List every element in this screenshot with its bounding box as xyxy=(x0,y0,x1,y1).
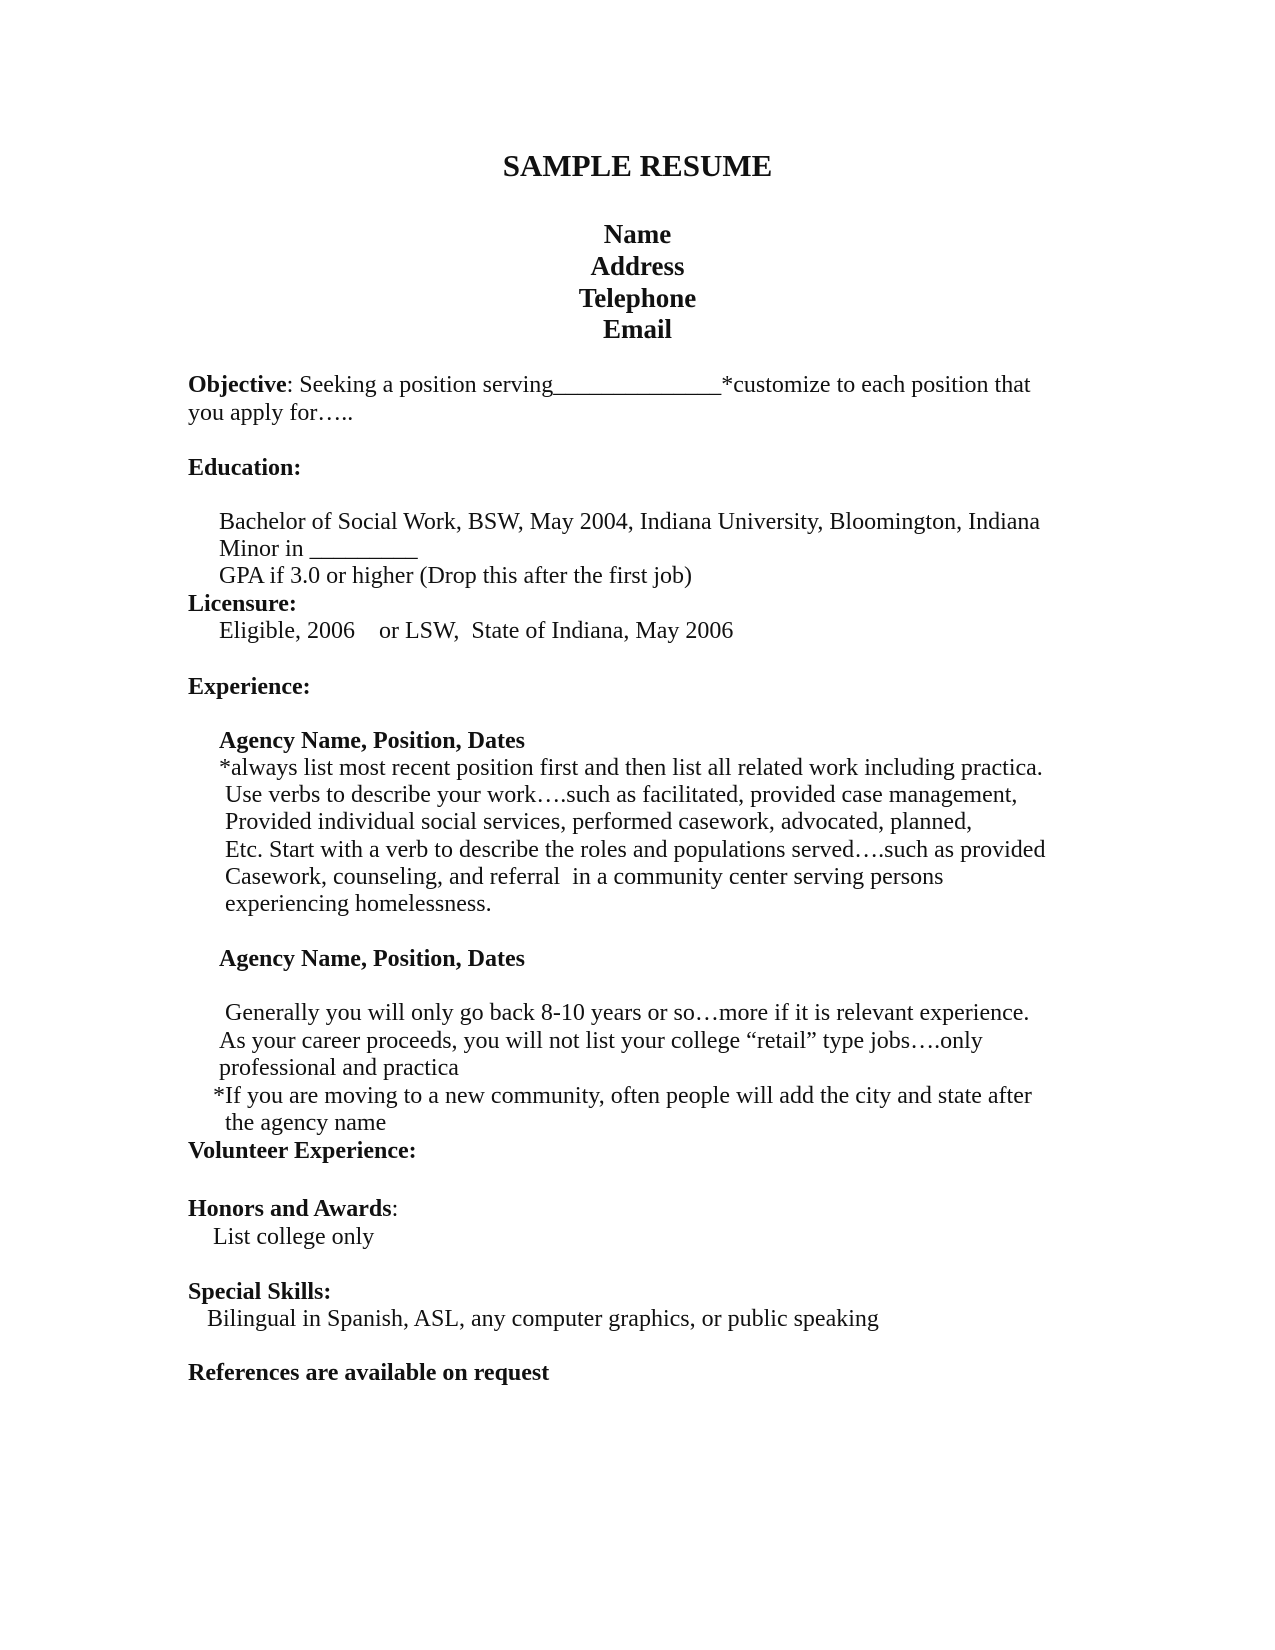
honors-heading-line xyxy=(188,1197,398,1221)
experience-entry-line: professional and practica xyxy=(219,1055,459,1081)
experience-heading: Experience: xyxy=(188,674,311,700)
experience-entry-line: Etc. Start with a verb to describe the roles and populations served….such as provided xyxy=(225,837,1046,863)
references-note: References are available on request xyxy=(188,1360,550,1386)
education-minor: Minor in _________ xyxy=(219,536,418,562)
licensure-heading: Licensure: xyxy=(188,591,297,617)
experience-entry-header: Agency Name, Position, Dates xyxy=(219,946,525,972)
skills-heading: Special Skills: xyxy=(188,1279,332,1305)
skills-text: Bilingual in Spanish, ASL, any computer graphics, or public speaking xyxy=(207,1306,879,1332)
page-title: SAMPLE RESUME xyxy=(502,148,773,183)
education-degree: Bachelor of Social Work, BSW, May 2004, Indiana University, Bloomington, Indiana xyxy=(219,509,1041,535)
objective-label: Objective xyxy=(188,372,287,398)
objective-text-cont: you apply for….. xyxy=(188,400,354,426)
education-gpa: GPA if 3.0 or higher (Drop this after the first job) xyxy=(219,563,693,589)
experience-entry-line: Generally you will only go back 8-10 years or so…more if it is relevant experience. xyxy=(225,1000,1030,1026)
experience-entry-line: experiencing homelessness. xyxy=(225,891,492,917)
contact-email: Email xyxy=(602,314,672,344)
objective-text: : Seeking a position serving______________*customize to each position that xyxy=(286,372,1031,398)
experience-entry-line: As your career proceeds, you will not list your college “retail” type jobs….only xyxy=(219,1028,983,1054)
licensure-text: Eligible, 2006 or LSW, State of Indiana, May 2006 xyxy=(219,618,734,644)
education-heading: Education: xyxy=(188,455,302,481)
experience-entry-line: Provided individual social services, performed casework, advocated, planned, xyxy=(225,809,973,835)
honors-colon: : xyxy=(391,1196,399,1222)
contact-name: Name xyxy=(603,219,672,249)
experience-entry-line: Use verbs to describe your work….such as facilitated, provided case management, xyxy=(225,782,1018,808)
contact-address: Address xyxy=(590,251,685,281)
volunteer-heading: Volunteer Experience: xyxy=(188,1138,417,1164)
objective-line xyxy=(188,373,1031,397)
experience-entry-line: the agency name xyxy=(225,1110,387,1136)
honors-heading: Honors and Awards xyxy=(188,1196,392,1222)
honors-text: List college only xyxy=(213,1224,375,1250)
experience-entry-line: *If you are moving to a new community, often people will add the city and state after xyxy=(213,1083,1032,1109)
contact-telephone: Telephone xyxy=(578,283,697,313)
experience-entry-line: Casework, counseling, and referral in a community center serving persons xyxy=(225,864,944,890)
experience-entry-header: Agency Name, Position, Dates xyxy=(219,728,525,754)
experience-entry-line: *always list most recent position first and then list all related work including practica. xyxy=(219,755,1043,781)
